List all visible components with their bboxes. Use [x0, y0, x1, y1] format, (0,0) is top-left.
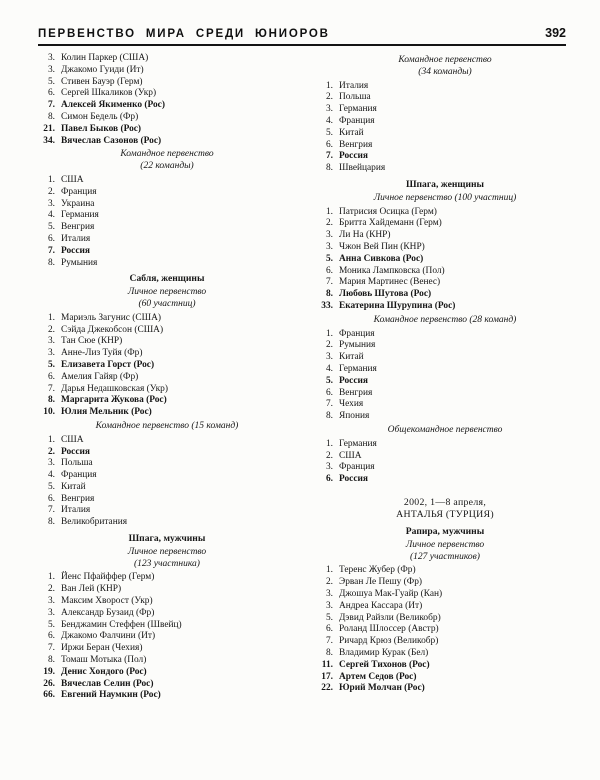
- result-row: [316, 277, 574, 289]
- rank-number: 6.: [325, 474, 333, 485]
- result-row: [316, 648, 574, 660]
- rank-number: 2.: [47, 584, 55, 595]
- subheading-line: Личное первенство: [127, 287, 207, 298]
- left-column: [38, 53, 296, 704]
- rank-number: 4.: [47, 470, 55, 481]
- result-row: [38, 482, 296, 494]
- rank-number: 3.: [325, 462, 333, 473]
- result-row: [38, 325, 296, 337]
- rank-number: 7.: [47, 505, 55, 516]
- section-subheading: [38, 421, 296, 433]
- rank-number: 1.: [325, 328, 333, 339]
- result-name: Бенджамин Стеффен (Швейц): [61, 619, 182, 630]
- rank-number: 7.: [47, 383, 55, 394]
- result-name: Ван Лей (КНР): [61, 584, 122, 595]
- result-row: [38, 124, 296, 136]
- results-list: [316, 565, 574, 695]
- rank-number: 26.: [43, 678, 55, 689]
- result-row: [316, 104, 574, 116]
- result-row: [38, 136, 296, 148]
- result-row: [38, 88, 296, 100]
- result-row: [316, 636, 574, 648]
- rank-number: 22.: [321, 683, 333, 694]
- subheading-line: (127 участников): [410, 551, 480, 562]
- result-name: Германия: [339, 363, 377, 374]
- rank-number: 6.: [47, 631, 55, 642]
- result-row: [38, 65, 296, 77]
- note-line: 2002, 1—8 апреля,: [403, 496, 487, 508]
- subheading-line: Личное первенство (100 участниц): [373, 192, 517, 203]
- result-row: [316, 340, 574, 352]
- result-name: Сергей Тихонов (Рос): [339, 659, 430, 670]
- result-row: [38, 199, 296, 211]
- result-row: [316, 254, 574, 266]
- rank-number: 5.: [47, 619, 55, 630]
- result-row: [38, 458, 296, 470]
- rank-number: 3.: [325, 230, 333, 241]
- result-name: Маргарита Жукова (Рос): [61, 395, 167, 406]
- rank-number: 5.: [325, 612, 333, 623]
- result-row: [316, 151, 574, 163]
- result-name: Франция: [61, 470, 97, 481]
- rank-number: 1.: [47, 312, 55, 323]
- result-row: [38, 631, 296, 643]
- result-row: [38, 608, 296, 620]
- section-subheading: [316, 193, 574, 205]
- rank-number: 66.: [43, 690, 55, 701]
- rank-number: 10.: [43, 407, 55, 418]
- result-name: Екатерина Шурупина (Рос): [339, 300, 456, 311]
- header-rule: [38, 44, 566, 46]
- result-row: [316, 92, 574, 104]
- result-row: [38, 655, 296, 667]
- result-row: [38, 572, 296, 584]
- subheading-line: (34 команды): [418, 66, 472, 77]
- rank-number: 2.: [47, 186, 55, 197]
- result-name: Венгрия: [61, 222, 95, 233]
- rank-number: 4.: [47, 210, 55, 221]
- result-name: США: [339, 450, 362, 461]
- result-row: [316, 364, 574, 376]
- rank-number: 2.: [325, 340, 333, 351]
- result-row: [316, 266, 574, 278]
- rank-number: 7.: [325, 636, 333, 647]
- result-name: Дэвид Райзли (Великобр): [339, 612, 441, 623]
- result-row: [38, 679, 296, 691]
- result-row: [316, 589, 574, 601]
- result-row: [38, 384, 296, 396]
- rank-number: 3.: [325, 104, 333, 115]
- result-row: [316, 672, 574, 684]
- page-header: [0, 0, 600, 40]
- result-name: Любовь Шутова (Рос): [339, 289, 432, 300]
- rank-number: 1.: [325, 565, 333, 576]
- rank-number: 8.: [47, 257, 55, 268]
- section-subheading: [316, 315, 574, 327]
- rank-number: 34.: [43, 135, 55, 146]
- result-row: [38, 494, 296, 506]
- section-subheading: [38, 149, 296, 173]
- result-row: [316, 462, 574, 474]
- result-row: [38, 690, 296, 702]
- result-name: Италия: [61, 505, 91, 516]
- result-row: [38, 517, 296, 529]
- result-name: Ли На (КНР): [339, 230, 391, 241]
- rank-number: 2.: [47, 446, 55, 457]
- rank-number: 3.: [47, 64, 55, 75]
- rank-number: 1.: [325, 438, 333, 449]
- result-row: [316, 683, 574, 695]
- result-name: Румыния: [339, 340, 376, 351]
- result-name: Эрван Ле Пешу (Фр): [339, 577, 423, 588]
- result-name: Германия: [339, 104, 377, 115]
- result-name: Колин Паркер (США): [61, 53, 149, 63]
- subheading-line: Командное первенство (28 команд): [373, 314, 517, 325]
- rank-number: 3.: [325, 352, 333, 363]
- result-row: [38, 360, 296, 372]
- result-name: Амелия Гайяр (Фр): [61, 371, 139, 382]
- result-row: [316, 329, 574, 341]
- results-list: [316, 439, 574, 486]
- rank-number: 3.: [47, 198, 55, 209]
- results-list: [38, 175, 296, 269]
- result-name: Венгрия: [339, 139, 373, 150]
- result-row: [316, 207, 574, 219]
- result-name: Франция: [339, 328, 375, 339]
- event-date-note: [316, 497, 574, 522]
- result-name: Япония: [339, 411, 370, 422]
- result-name: Китай: [61, 481, 86, 492]
- rank-number: 6.: [325, 387, 333, 398]
- result-name: Анне-Лиз Туйя (Фр): [61, 348, 143, 359]
- result-row: [316, 163, 574, 175]
- result-name: Теренс Жубер (Фр): [339, 565, 416, 576]
- subheading-line: (123 участника): [134, 558, 200, 569]
- subheading-line: Командное первенство: [398, 55, 492, 65]
- result-name: Россия: [61, 245, 90, 256]
- rank-number: 3.: [325, 241, 333, 252]
- result-name: Елизавета Горст (Рос): [61, 359, 155, 370]
- results-list: [38, 313, 296, 419]
- result-name: Италия: [61, 233, 91, 244]
- rank-number: 6.: [325, 139, 333, 150]
- result-row: [316, 230, 574, 242]
- result-name: Джакомо Фалчини (Ит): [61, 631, 156, 642]
- rank-number: 7.: [325, 277, 333, 288]
- result-name: Венгрия: [61, 493, 95, 504]
- result-row: [316, 301, 574, 313]
- rank-number: 6.: [47, 371, 55, 382]
- rank-number: 7.: [47, 100, 55, 111]
- subheading-line: Общекомандное первенство: [387, 424, 503, 435]
- rank-number: 11.: [321, 659, 333, 670]
- result-name: Бритта Хайдеманн (Герм): [339, 218, 442, 229]
- result-name: Польша: [339, 92, 371, 103]
- rank-number: 4.: [325, 363, 333, 374]
- rank-number: 3.: [325, 600, 333, 611]
- section-subheading: [316, 425, 574, 437]
- result-row: [38, 620, 296, 632]
- rank-number: 3.: [325, 589, 333, 600]
- result-name: Италия: [339, 80, 369, 91]
- rank-number: 8.: [325, 411, 333, 422]
- result-row: [38, 667, 296, 679]
- rank-number: 2.: [325, 92, 333, 103]
- rank-number: 6.: [47, 493, 55, 504]
- result-row: [38, 407, 296, 419]
- rank-number: 3.: [47, 336, 55, 347]
- result-name: Симон Бедель (Фр): [61, 111, 139, 122]
- section-heading: Сабля, женщины: [129, 273, 205, 285]
- section-heading: Рапира, мужчины: [405, 526, 485, 538]
- rank-number: 1.: [325, 80, 333, 91]
- rank-number: 2.: [325, 218, 333, 229]
- result-name: Россия: [339, 151, 368, 162]
- result-name: Джошуа Мак-Гуайр (Кан): [339, 589, 443, 600]
- result-name: Вячеслав Селин (Рос): [61, 678, 154, 689]
- result-name: Китай: [339, 352, 364, 363]
- result-row: [38, 348, 296, 360]
- result-name: Дарья Недашковская (Укр): [61, 383, 168, 394]
- rank-number: 2.: [325, 450, 333, 461]
- rank-number: 7.: [325, 151, 333, 162]
- result-name: США: [61, 174, 84, 185]
- result-name: Мариэль Загунис (США): [61, 312, 162, 323]
- result-name: Александр Бузаид (Фр): [61, 607, 155, 618]
- result-row: [316, 660, 574, 672]
- result-name: Максим Хворост (Укр): [61, 596, 153, 607]
- rank-number: 3.: [47, 458, 55, 469]
- result-row: [38, 222, 296, 234]
- result-name: Юрий Молчан (Рос): [339, 683, 425, 694]
- result-name: Евгений Наумкин (Рос): [61, 690, 161, 701]
- result-name: Франция: [339, 462, 375, 473]
- result-row: [38, 395, 296, 407]
- page-number: 392: [545, 26, 566, 40]
- result-row: [38, 643, 296, 655]
- rank-number: 6.: [325, 624, 333, 635]
- rank-number: 6.: [325, 265, 333, 276]
- result-name: Россия: [339, 375, 368, 386]
- result-name: Франция: [339, 115, 375, 126]
- result-row: [38, 435, 296, 447]
- result-name: Венгрия: [339, 387, 373, 398]
- result-name: Украина: [61, 198, 95, 209]
- subheading-line: Командное первенство (15 команд): [95, 420, 239, 431]
- rank-number: 5.: [47, 359, 55, 370]
- subheading-line: (60 участниц): [138, 298, 196, 309]
- rank-number: 6.: [47, 233, 55, 244]
- result-row: [316, 81, 574, 93]
- result-row: [316, 376, 574, 388]
- rank-number: 7.: [47, 245, 55, 256]
- result-name: Чехия: [339, 399, 364, 410]
- result-name: Стивен Бауэр (Герм): [61, 76, 143, 87]
- rank-number: 6.: [47, 88, 55, 99]
- result-name: Тан Сюе (КНР): [61, 336, 123, 347]
- results-list: [316, 329, 574, 423]
- result-row: [38, 112, 296, 124]
- results-list: [316, 207, 574, 313]
- result-row: [316, 439, 574, 451]
- rank-number: 17.: [321, 671, 333, 682]
- result-row: [38, 505, 296, 517]
- result-name: Иржи Беран (Чехия): [61, 643, 143, 654]
- result-row: [38, 372, 296, 384]
- result-name: Китай: [339, 127, 364, 138]
- result-name: Россия: [61, 446, 90, 457]
- result-row: [38, 100, 296, 112]
- rank-number: 5.: [325, 127, 333, 138]
- section-subheading: [38, 547, 296, 571]
- rank-number: 8.: [47, 395, 55, 406]
- result-row: [38, 234, 296, 246]
- result-name: Польша: [61, 458, 93, 469]
- rank-number: 3.: [47, 53, 55, 63]
- result-row: [316, 128, 574, 140]
- result-name: Франция: [61, 186, 97, 197]
- rank-number: 5.: [47, 222, 55, 233]
- rank-number: 33.: [321, 300, 333, 311]
- rank-number: 7.: [47, 643, 55, 654]
- result-row: [38, 175, 296, 187]
- rank-number: 3.: [47, 348, 55, 359]
- rank-number: 19.: [43, 666, 55, 677]
- rank-number: 5.: [325, 375, 333, 386]
- result-name: Патрисия Осицка (Герм): [339, 206, 437, 217]
- subheading-line: Командное первенство: [120, 149, 214, 160]
- result-name: Джакомо Гуиди (Ит): [61, 64, 144, 75]
- result-name: Йенс Пфайффер (Герм): [61, 572, 155, 583]
- section-subheading: [38, 287, 296, 311]
- rank-number: 2.: [325, 577, 333, 588]
- result-row: [38, 336, 296, 348]
- rank-number: 1.: [47, 572, 55, 583]
- rank-number: 8.: [325, 648, 333, 659]
- rank-number: 3.: [47, 596, 55, 607]
- result-row: [316, 624, 574, 636]
- section-subheading: [316, 540, 574, 564]
- result-name: Россия: [339, 474, 368, 485]
- rank-number: 2.: [47, 324, 55, 335]
- result-row: [38, 187, 296, 199]
- result-row: [316, 613, 574, 625]
- result-name: Швейцария: [339, 163, 386, 174]
- result-row: [316, 116, 574, 128]
- result-row: [38, 584, 296, 596]
- subheading-line: (22 команды): [140, 161, 194, 172]
- result-name: Юлия Мельник (Рос): [61, 407, 152, 418]
- results-list: [38, 572, 296, 702]
- result-name: Денис Хондого (Рос): [61, 666, 147, 677]
- rank-number: 1.: [47, 434, 55, 445]
- page-title: ПЕРВЕНСТВО МИРА СРЕДИ ЮНИОРОВ: [38, 28, 330, 40]
- rank-number: 8.: [47, 655, 55, 666]
- result-row: [38, 210, 296, 222]
- rank-number: 7.: [325, 399, 333, 410]
- rank-number: 8.: [47, 111, 55, 122]
- result-name: Германия: [61, 210, 99, 221]
- result-row: [38, 447, 296, 459]
- result-name: Анна Сивкова (Рос): [339, 253, 424, 264]
- result-name: Владимир Курак (Бел): [339, 648, 429, 659]
- result-row: [316, 289, 574, 301]
- result-row: [38, 77, 296, 89]
- result-name: Роланд Шлоссер (Австр): [339, 624, 439, 635]
- result-name: Артем Седов (Рос): [339, 671, 417, 682]
- result-row: [316, 577, 574, 589]
- rank-number: 8.: [325, 289, 333, 300]
- result-name: Томаш Мотыка (Пол): [61, 655, 147, 666]
- rank-number: 4.: [325, 115, 333, 126]
- result-name: Алексей Якименко (Рос): [61, 100, 165, 111]
- results-list: [38, 435, 296, 529]
- subheading-line: Личное первенство: [405, 539, 485, 550]
- result-row: [316, 352, 574, 364]
- section-heading: Шпага, мужчины: [128, 533, 206, 545]
- note-line: АНТАЛЬЯ (ТУРЦИЯ): [396, 509, 494, 521]
- two-column-layout: [0, 52, 600, 704]
- rank-number: 5.: [325, 253, 333, 264]
- result-row: [316, 140, 574, 152]
- subheading-line: Личное первенство: [127, 546, 207, 557]
- result-row: [316, 451, 574, 463]
- rank-number: 21.: [43, 123, 55, 134]
- result-name: Сэйда Джекобсон (США): [61, 324, 164, 335]
- rank-number: 8.: [47, 517, 55, 528]
- result-row: [316, 601, 574, 613]
- result-row: [316, 242, 574, 254]
- rank-number: 3.: [47, 607, 55, 618]
- result-row: [316, 474, 574, 486]
- rank-number: 1.: [325, 206, 333, 217]
- result-row: [38, 596, 296, 608]
- result-name: Сергей Шкаликов (Укр): [61, 88, 157, 99]
- result-row: [38, 246, 296, 258]
- section-subheading: [316, 55, 574, 79]
- result-name: Ричард Крюз (Великобр): [339, 636, 439, 647]
- result-row: [316, 399, 574, 411]
- section-heading: Шпага, женщины: [405, 178, 485, 190]
- result-name: Мария Мартинес (Венес): [339, 277, 441, 288]
- result-name: Чжон Вей Пин (КНР): [339, 241, 425, 252]
- result-row: [38, 470, 296, 482]
- result-name: Румыния: [61, 257, 98, 268]
- result-row: [316, 218, 574, 230]
- result-name: Великобритания: [61, 517, 128, 528]
- rank-number: 5.: [47, 76, 55, 87]
- result-name: Вячеслав Сазонов (Рос): [61, 135, 162, 146]
- rank-number: 8.: [325, 163, 333, 174]
- result-row: [38, 258, 296, 270]
- rank-number: 5.: [47, 481, 55, 492]
- result-name: Германия: [339, 438, 377, 449]
- rank-number: 1.: [47, 174, 55, 185]
- result-row: [316, 388, 574, 400]
- result-row: [316, 565, 574, 577]
- result-name: Андреа Кассара (Ит): [339, 600, 423, 611]
- results-list: [38, 53, 296, 147]
- result-row: [38, 313, 296, 325]
- results-list: [316, 81, 574, 175]
- result-row: [316, 411, 574, 423]
- result-name: США: [61, 434, 84, 445]
- result-name: Павел Быков (Рос): [61, 123, 142, 134]
- result-name: Моника Лампковска (Пол): [339, 265, 445, 276]
- result-row: [38, 53, 296, 65]
- right-column: [316, 53, 574, 704]
